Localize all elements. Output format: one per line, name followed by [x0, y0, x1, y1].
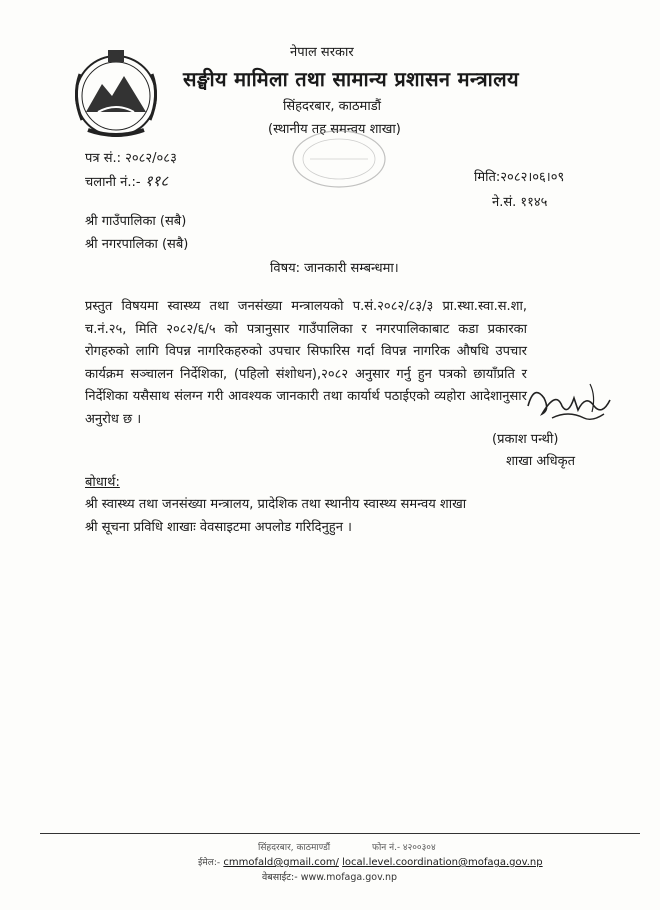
- government-title: नेपाल सरकार: [290, 45, 354, 60]
- office-stamp-icon: [290, 128, 388, 190]
- branch-name: (स्थानीय तह समन्वय शाखा): [268, 122, 401, 137]
- footer-email-label: ईमेल:-: [198, 858, 221, 868]
- cc-label: बोधार्थ:: [85, 475, 120, 490]
- footer-address: सिंहदरबार, काठमाण्डौं: [258, 843, 331, 853]
- footer-email-link-2[interactable]: local.level.coordination@mofaga.gov.np: [342, 857, 543, 868]
- cc-item-it-branch: श्री सूचना प्रविधि शाखाः वेवसाइटमा अपलोड गरिदिनुहुन ।: [85, 520, 352, 535]
- handwritten-signature-icon: [522, 376, 622, 436]
- ministry-address: सिंहदरबार, काठमाडौं: [283, 99, 382, 114]
- footer-email: [198, 855, 543, 868]
- signatory-title: शाखा अधिकृत: [506, 454, 576, 469]
- dispatch-number: [85, 171, 168, 191]
- ministry-title: सङ्घीय मामिला तथा सामान्य प्रशासन मन्त्रालय: [183, 67, 519, 91]
- reference-number: पत्र सं.: २०८२/०८३: [85, 151, 177, 166]
- dispatch-value: ११८: [144, 172, 169, 190]
- nepal-samvat-date: ने.सं. ११४५: [492, 195, 548, 210]
- cc-item-health-ministry: श्री स्वास्थ्य तथा जनसंख्या मन्त्रालय, प्रादेशिक तथा स्थानीय स्वास्थ्य समन्वय शाखा: [85, 497, 467, 512]
- nepal-emblem-icon: [68, 46, 164, 142]
- signatory-name: (प्रकाश पन्थी): [492, 432, 559, 447]
- letter-subject: विषय: जानकारी सम्बन्धमा।: [270, 261, 399, 276]
- letter-date: मिति:२०८२।०६।०९: [474, 170, 565, 185]
- letter-body: प्रस्तुत विषयमा स्वास्थ्य तथा जनसंख्या मन्त्रालयको प.सं.२०८२/८३/३ प्रा.स्था.स्वा.स.शा, च.नं.२५, मिति २०८२/६/५ को पत्रानुसार गाउँपालिका र नगरपालिकाबाट कडा प्रकारका रोगहरुको लागि विपन्न नागरिकहरुको उपचार सिफारिस गर्दा विपन्न नागरिक औषधि उपचार कार्यक्रम सञ्चालन निर्देशिका, (पहिलो संशोधन),२०८२ अनुसार गर्नु हुन पत्रको छायाँप्रति र निर्देशिका यसैसाथ संलग्न गरी आवश्यक जानकारी तथा कार्यार्थ पठाईएको व्यहोरा आदेशानुसार अनुरोध छ ।: [85, 299, 527, 427]
- footer-phone: फोन नं.- ४२००३०४: [372, 843, 436, 853]
- dispatch-label: चलानी नं.:-: [85, 175, 141, 190]
- footer-divider: [40, 833, 640, 834]
- recipient-municipality: श्री नगरपालिका (सबै): [85, 237, 189, 252]
- footer-website[interactable]: वेबसाईट:- www.mofaga.gov.np: [262, 872, 398, 883]
- recipient-rural-municipality: श्री गाउँपालिका (सबै): [85, 214, 187, 229]
- footer-email-link-1[interactable]: cmmofald@gmail.com/: [223, 857, 339, 868]
